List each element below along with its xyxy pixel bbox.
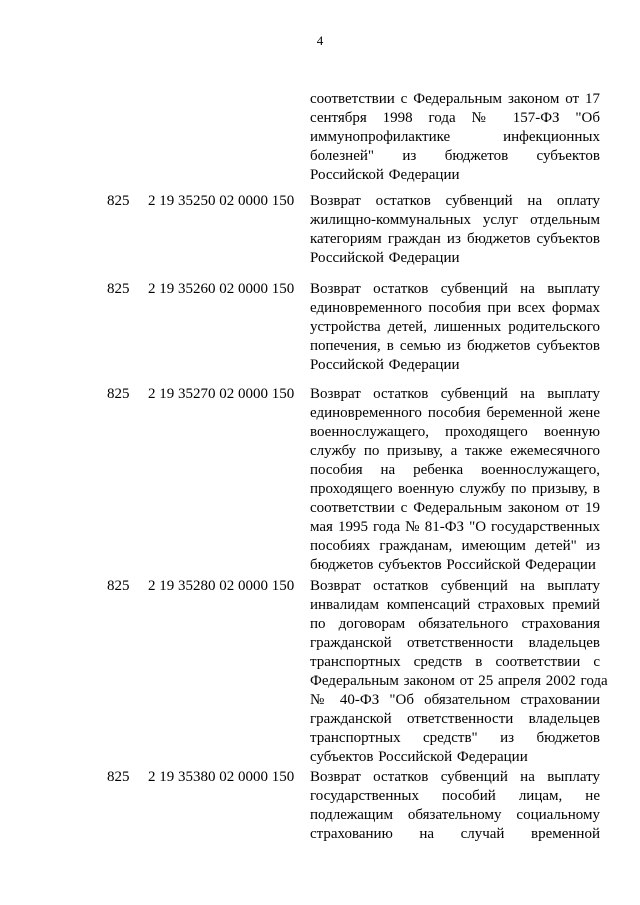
description-line: Возврат остатков субвенций на выплату [310,578,600,594]
description-line: инвалидам компенсаций страховых премий [310,597,600,613]
description-line: службу по призыву, а также ежемесячного [310,443,600,459]
description-line: транспортных средств" из бюджетов [310,730,600,746]
description-line: гражданской ответственности владельцев [310,711,600,727]
row-description [310,385,600,575]
row-description [310,280,600,375]
description-line: сентября 1998 года № 157-ФЗ "Об [310,110,600,126]
description-line: иммунопрофилактике инфекционных [310,129,600,145]
budget-code: 2 19 35280 02 0000 150 [148,578,295,594]
description-line: подлежащим обязательному социальному [310,807,600,823]
description-line: Российской Федерации [310,250,460,266]
description-line: по договорам обязательного страхования [310,616,600,632]
description-line: пособия на ребенка военнослужащего, [310,462,600,478]
description-line: Возврат остатков субвенций на выплату [310,386,600,402]
row-description [310,577,608,767]
admin-code: 825 [107,769,130,785]
admin-code: 825 [107,281,130,297]
continuation-description [310,90,600,185]
description-line: государственных пособий лицам, не [310,788,600,804]
description-line: соответствии с Федеральным законом от 17 [310,91,600,107]
budget-code: 2 19 35260 02 0000 150 [148,281,295,297]
budget-code: 2 19 35380 02 0000 150 [148,769,295,785]
budget-code: 2 19 35270 02 0000 150 [148,386,295,402]
description-line: гражданской ответственности владельцев [310,635,600,651]
description-line: болезней" из бюджетов субъектов [310,148,600,164]
description-line: жилищно-коммунальных услуг отдельным [310,212,600,228]
description-line: категориям граждан из бюджетов субъектов [310,231,600,247]
description-line: соответствии с Федеральным законом от 19 [310,500,600,516]
description-line: Возврат остатков субвенций на оплату [310,193,600,209]
description-line: Российской Федерации [310,167,460,183]
description-line: № 40-ФЗ "Об обязательном страховании [310,692,600,708]
description-line: транспортных средств в соответствии с [310,654,600,670]
description-line: страхованию на случай временной [310,826,600,842]
description-line: единовременного пособия беременной жене [310,405,600,421]
admin-code: 825 [107,193,130,209]
description-line: Возврат остатков субвенций на выплату [310,769,600,785]
description-line: мая 1995 года № 81-ФЗ "О государственных [310,519,600,535]
description-line: устройства детей, лишенных родительского [310,319,600,335]
description-line: пособиях гражданам, имеющим детей" из [310,538,600,554]
description-line: субъектов Российской Федерации [310,749,528,765]
description-line: единовременного пособия при всех формах [310,300,600,316]
description-line: бюджетов субъектов Российской Федерации [310,557,596,573]
description-line: попечения, в семью из бюджетов субъектов [310,338,600,354]
admin-code: 825 [107,578,130,594]
description-line: военнослужащего, проходящего военную [310,424,600,440]
description-line: Возврат остатков субвенций на выплату [310,281,600,297]
budget-code: 2 19 35250 02 0000 150 [148,193,295,209]
page-number: 4 [316,33,324,48]
row-description [310,768,600,844]
description-line: Российской Федерации [310,357,460,373]
admin-code: 825 [107,386,130,402]
row-description [310,192,600,268]
description-line: Федеральным законом от 25 апреля 2002 года [310,673,608,689]
description-line: проходящего военную службу по призыву, в [310,481,600,497]
